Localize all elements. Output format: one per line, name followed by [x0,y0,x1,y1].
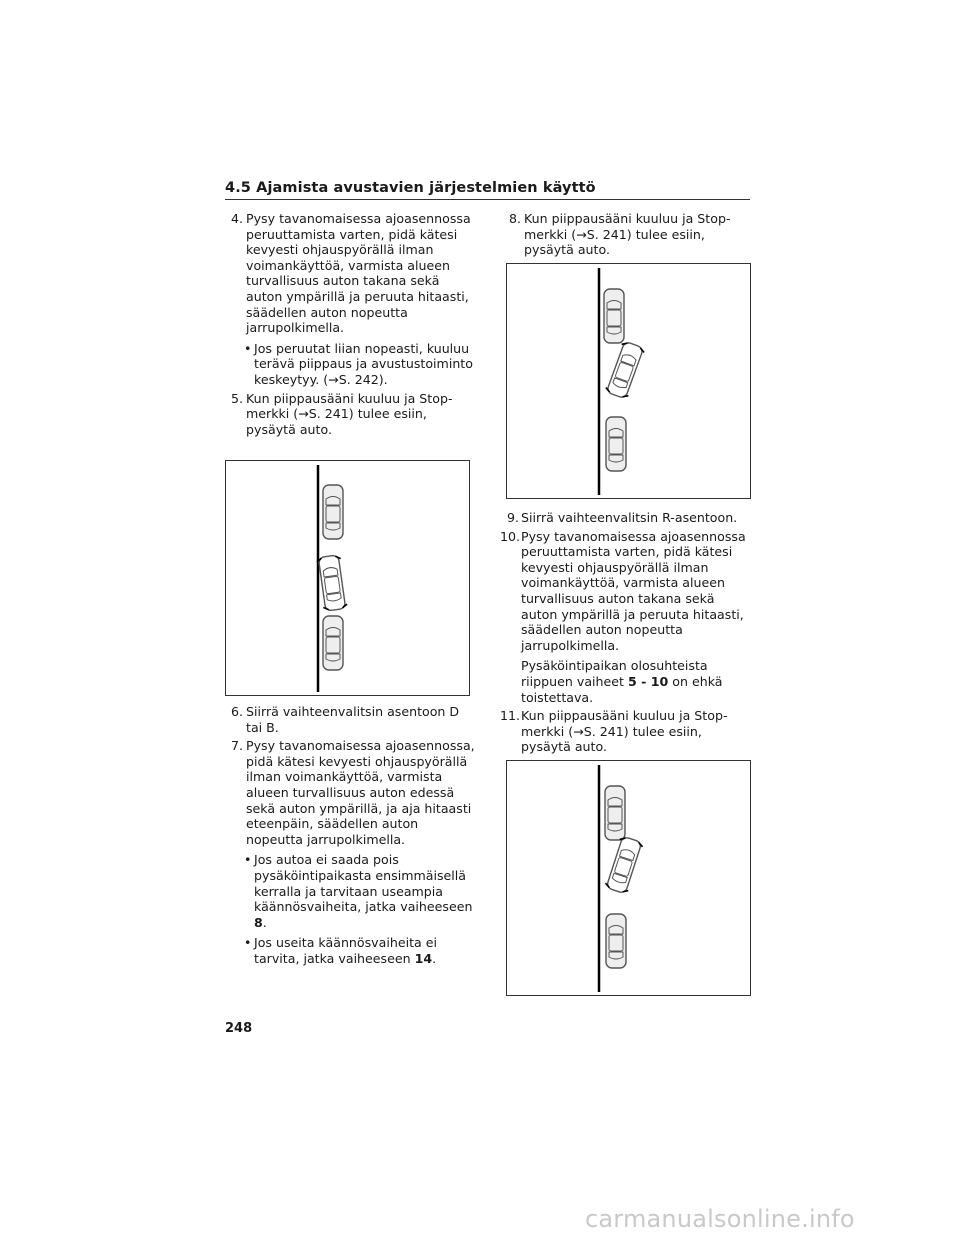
step-5 [225,391,475,438]
bullet-dot: • [244,340,252,356]
step-11 [500,708,753,755]
moving-car [604,836,644,895]
bullet-text: Jos autoa ei saada pois pysäköintipaikasta ensimmäisellä kerralla ja tarvitaan useampia käännösvaiheita, jatka vaiheeseen [254,852,473,915]
parked-car-front [323,485,343,539]
moving-car [604,341,645,400]
section-divider [225,199,750,200]
moving-car [316,555,347,612]
left-column [225,211,475,440]
right-column [503,211,753,261]
parked-car-front [605,786,625,840]
right-column-middle [500,510,753,758]
left-column-lower [225,704,475,970]
step-text: Kun piippausääni kuuluu ja Stop-merkki (→S. 241) tulee esiin, pysäytä auto. [521,708,728,755]
step-text: Pysy tavanomaisessa ajoasennossa peruuttamista varten, pidä kätesi kevyesti ohjauspyörällä ilman voimankäyttöä, varmista alueen turvallisuus auton takana sekä auton ympärillä ja peruuta hitaasti, säädellen auton nopeutta jarrupolkimella. [521,528,746,653]
step-7 [225,738,475,847]
bullet-text: Jos peruutat liian nopeasti, kuuluu terävä piippaus ja avustustoiminto keskeytyy. (→S. 242). [254,340,473,387]
parked-car-rear [323,616,343,670]
step-number: 5. [230,390,243,406]
step-text: Siirrä vaihteenvalitsin asentoon D tai B. [246,704,460,735]
step-4-bullet [225,341,475,388]
parking-diagram-svg [507,761,750,995]
car-body [606,341,643,399]
parked-car-rear [606,914,626,968]
step-number: 7. [230,738,243,754]
step-text: Pysy tavanomaisessa ajoasennossa peruuttamista varten, pidä kätesi kevyesti ohjauspyörällä ilman voimankäyttöä, varmista alueen turvallisuus auton takana sekä auton ympärillä ja peruuta hitaasti, säädellen auton nopeutta jarrupolkimella. [246,211,471,336]
step-reference: 14 [414,950,433,966]
watermark: carmanualsonline.info [585,1205,855,1233]
step-number: 10. [500,528,521,544]
step-7-bullet-2 [225,935,475,966]
step-4 [225,211,475,336]
parking-diagram-2 [506,263,751,499]
bullet-end: . [262,914,267,930]
step-text: Siirrä vaihteenvalitsin R-asentoon. [521,510,738,525]
bullet-end: . [432,950,437,966]
step-10-note [500,658,753,705]
note-text: Pysäköintipaikan olosuhteista riippuen vaiheet [521,658,708,689]
page-number: 248 [225,1021,253,1036]
section-title: 4.5 Ajamista avustavien järjestelmien käyttö [225,180,596,196]
car-body [318,555,345,611]
step-8 [503,211,753,258]
step-10 [500,529,753,654]
step-reference: 8 [254,914,263,930]
parked-car-front [604,289,624,343]
parking-diagram-svg [507,264,750,498]
step-number: 6. [230,704,243,719]
step-text: Pysy tavanomaisessa ajoasennossa, pidä kätesi kevyesti ohjauspyörällä ilman voimankäyttöä, varmista alueen turvallisuus auton edessä sekä auton ympärillä, ja aja hitaasti eteenpäin, säädellen auton nopeutta jarrupolkimella. [246,738,475,847]
car-body [606,836,642,894]
parking-diagram-1 [225,460,470,696]
bullet-dot: • [244,935,252,951]
step-number: 4. [230,211,243,226]
step-6 [225,704,475,735]
step-number: 8. [508,211,521,226]
parking-diagram-3 [506,760,751,996]
step-number: 11. [500,708,521,724]
bullet-text: Jos useita käännösvaiheita ei tarvita, jatka vaiheeseen [254,935,437,966]
step-text: Kun piippausääni kuuluu ja Stop-merkki (→S. 241) tulee esiin, pysäytä auto. [246,390,453,437]
note-end: on ehkä toistettava. [521,673,723,705]
parking-diagram-svg [226,461,469,695]
step-9 [500,510,753,526]
step-reference: 5 - 10 [627,673,669,689]
bullet-dot: • [244,852,252,868]
step-text: Kun piippausääni kuuluu ja Stop-merkki (→S. 241) tulee esiin, pysäytä auto. [524,211,731,258]
step-number: 9. [506,510,519,525]
step-7-bullet-1 [225,852,475,930]
parked-car-rear [606,417,626,471]
